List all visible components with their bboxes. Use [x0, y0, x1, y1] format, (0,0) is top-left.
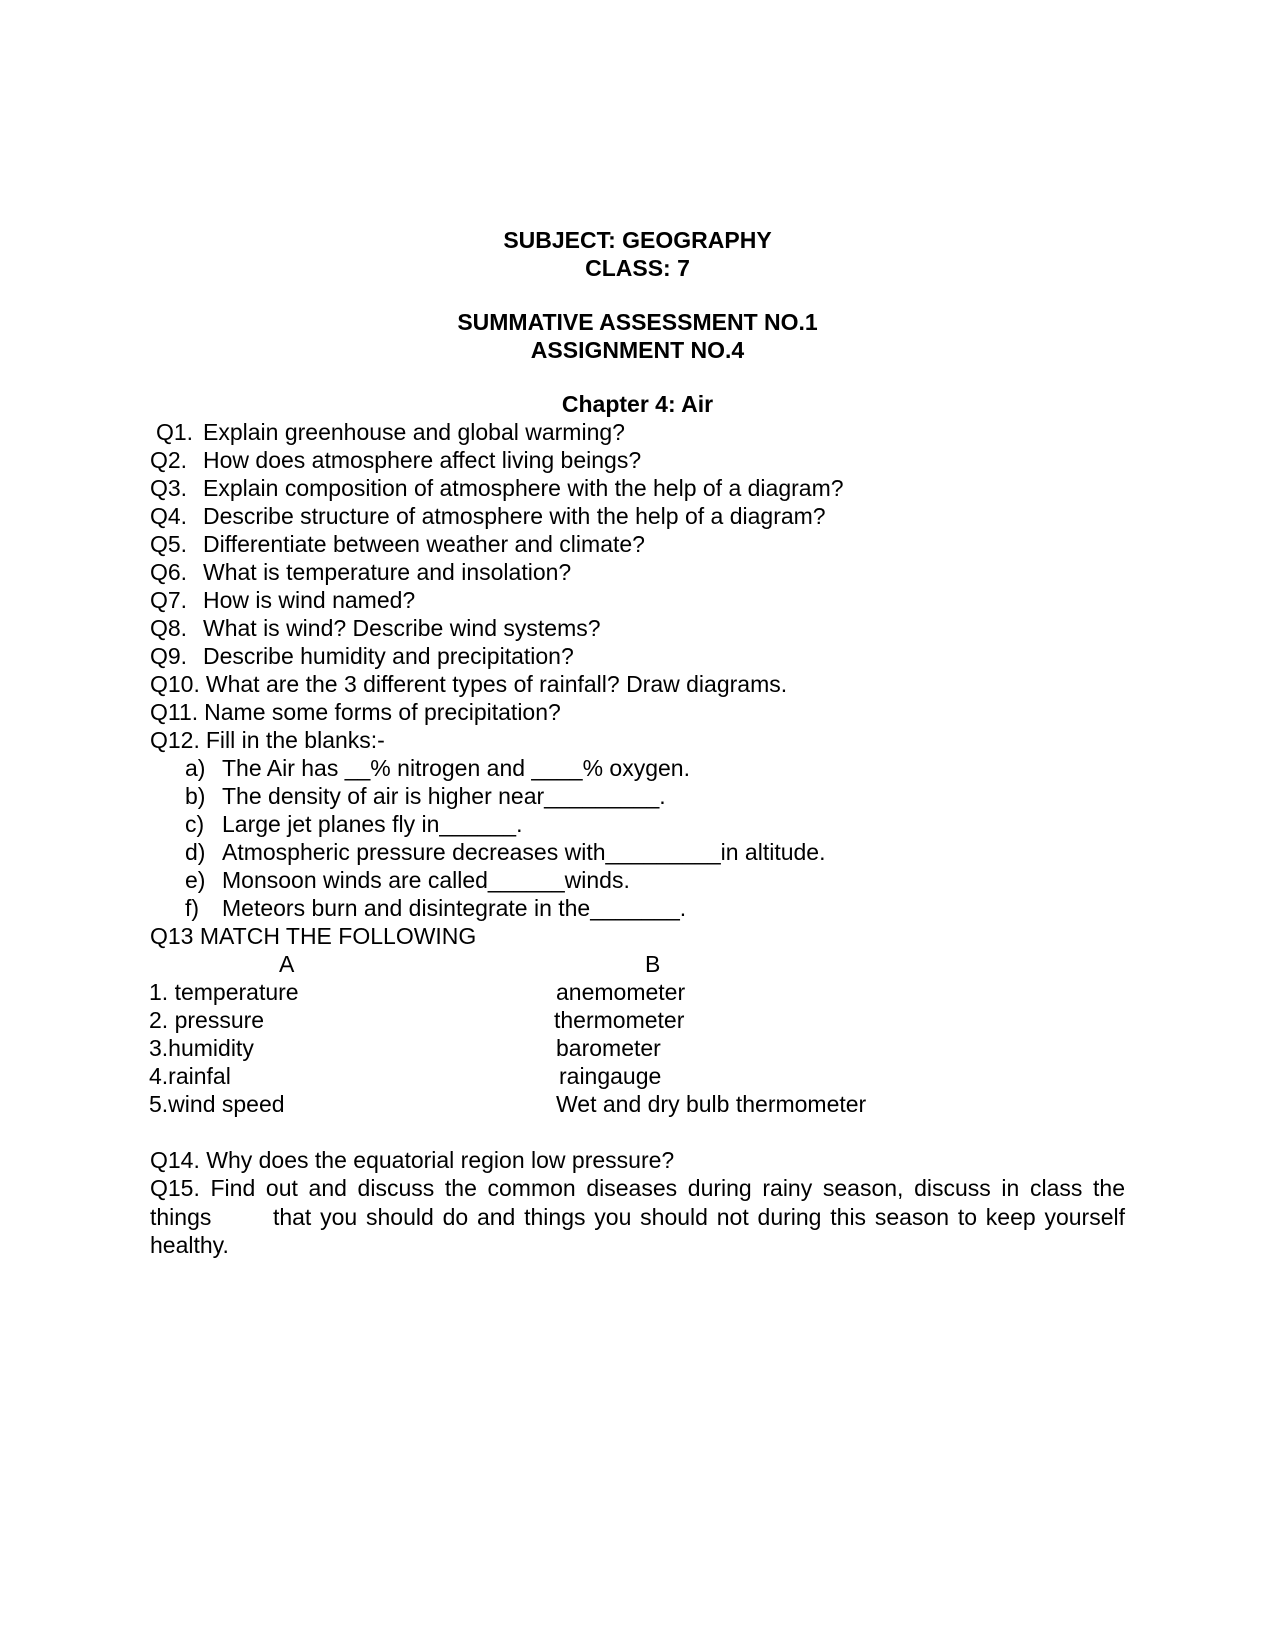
blank-label: e) — [185, 867, 206, 893]
blank-text: Atmospheric pressure decreases with_________in altitude. — [222, 839, 826, 865]
question-item — [150, 726, 385, 754]
match-column-b-item: barometer — [556, 1035, 661, 1061]
question-item — [150, 446, 641, 474]
subject-heading: SUBJECT: GEOGRAPHY — [503, 227, 772, 253]
question-item — [150, 530, 645, 558]
chapter-heading: Chapter 4: Air — [561, 391, 714, 417]
blank-text: Monsoon winds are called______winds. — [222, 867, 630, 893]
blank-item — [185, 838, 825, 866]
question-text: What are the 3 different types of rainfall? Draw diagrams. — [205, 671, 788, 697]
question-label: Q3. — [150, 475, 188, 501]
question-text: Describe humidity and precipitation? — [203, 643, 574, 669]
blank-item — [185, 894, 686, 922]
match-column-b-heading: B — [645, 951, 661, 977]
match-column-b-item: raingauge — [559, 1063, 662, 1089]
blank-text: Large jet planes fly in______. — [222, 811, 523, 837]
question-item — [150, 642, 574, 670]
match-column-b-item: anemometer — [556, 979, 686, 1005]
question-label: Q7. — [150, 587, 188, 613]
blank-label: a) — [185, 755, 206, 781]
question-15: Q15. Find out and discuss the common diseases during rainy season, discuss in class the things that you should do and things you should not during this season to keep yourself healthy. — [150, 1175, 1125, 1258]
match-column-a-item: 3.humidity — [149, 1035, 254, 1061]
blank-text: The density of air is higher near_________. — [222, 783, 666, 809]
match-column-b-item: Wet and dry bulb thermometer — [556, 1091, 867, 1117]
class-heading: CLASS: 7 — [585, 255, 690, 281]
question-text: How does atmosphere affect living beings? — [203, 447, 642, 473]
blank-label: f) — [185, 895, 200, 921]
question-text: Name some forms of precipitation? — [204, 699, 561, 725]
question-text: Differentiate between weather and climate? — [203, 531, 645, 557]
question-label: Q4. — [150, 503, 188, 529]
question-text: How is wind named? — [203, 587, 416, 613]
blank-text: Meteors burn and disintegrate in the_______. — [222, 895, 687, 921]
question-item — [150, 614, 601, 642]
match-column-a-heading: A — [279, 951, 295, 977]
blank-item — [185, 810, 523, 838]
question-item — [150, 502, 826, 530]
assignment-heading: ASSIGNMENT NO.4 — [530, 337, 745, 363]
match-title: Q13 MATCH THE FOLLOWING — [150, 923, 477, 949]
question-label: Q1. — [156, 419, 194, 445]
blank-item — [185, 782, 666, 810]
question-text: What is temperature and insolation? — [203, 559, 572, 585]
question-item — [150, 698, 561, 726]
question-item — [150, 586, 415, 614]
question-label: Q10. — [150, 671, 200, 697]
blank-text: The Air has __% nitrogen and ____% oxygen. — [222, 755, 690, 781]
question-text: Describe structure of atmosphere with the help of a diagram? — [203, 503, 826, 529]
blank-item — [185, 754, 690, 782]
blank-label: c) — [185, 811, 205, 837]
question-item — [150, 558, 571, 586]
match-column-a-item: 2. pressure — [149, 1007, 265, 1033]
match-column-a-item: 1. temperature — [149, 979, 299, 1005]
question-label: Q11. — [150, 699, 199, 725]
question-label: Q8. — [150, 615, 188, 641]
question-14: Q14. Why does the equatorial region low pressure? — [150, 1147, 675, 1173]
question-item — [150, 670, 787, 698]
question-text: Fill in the blanks:- — [205, 727, 385, 753]
assessment-heading: SUMMATIVE ASSESSMENT NO.1 — [457, 309, 818, 335]
question-text: Explain greenhouse and global warming? — [203, 419, 625, 445]
match-column-a-item: 5.wind speed — [149, 1091, 285, 1117]
question-label: Q6. — [150, 559, 188, 585]
blank-label: b) — [185, 783, 206, 809]
question-item — [150, 474, 844, 502]
blank-item — [185, 866, 630, 894]
question-label: Q12. — [150, 727, 200, 753]
question-label: Q5. — [150, 531, 188, 557]
blank-label: d) — [185, 839, 206, 865]
match-column-b-item: thermometer — [554, 1007, 685, 1033]
question-item — [156, 418, 625, 446]
match-column-a-item: 4.rainfal — [149, 1063, 231, 1089]
question-label: Q9. — [150, 643, 188, 669]
question-label: Q2. — [150, 447, 188, 473]
question-text: What is wind? Describe wind systems? — [203, 615, 601, 641]
question-text: Explain composition of atmosphere with the help of a diagram? — [203, 475, 844, 501]
